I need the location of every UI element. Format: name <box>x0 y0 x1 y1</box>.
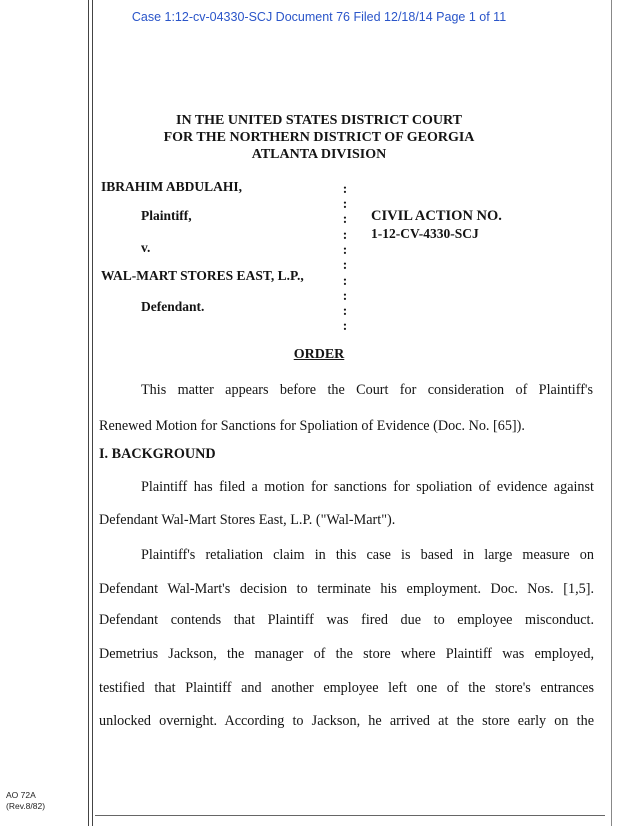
case-header-stamp: Case 1:12-cv-04330-SCJ Document 76 Filed 12/18/14 Page 1 of 11 <box>131 10 507 24</box>
body-line: Plaintiff has filed a motion for sanctions for spoliation of evidence against <box>141 479 594 495</box>
caption-colon: : <box>342 318 348 333</box>
body-line: Defendant Wal-Mart Stores East, L.P. ("Wal-Mart"). <box>99 512 396 528</box>
civil-action-label: CIVIL ACTION NO. <box>371 208 502 224</box>
caption-colon: : <box>342 181 348 196</box>
body-line: testified that Plaintiff and another employee left one of the store's entrances <box>99 680 594 696</box>
court-line-2: FOR THE NORTHERN DISTRICT OF GEORGIA <box>163 130 475 145</box>
section-heading: I. BACKGROUND <box>99 446 216 462</box>
form-identifier <box>6 790 45 812</box>
body-line: unlocked overnight. According to Jackson, he arrived at the store early on the <box>99 713 594 729</box>
body-line: Plaintiff's retaliation claim in this case is based in large measure on <box>141 547 594 563</box>
order-title: ORDER <box>293 347 345 362</box>
court-heading <box>0 112 638 163</box>
defendant-role: Defendant. <box>141 299 205 314</box>
form-id: AO 72A <box>6 790 36 800</box>
caption-colon: : <box>342 257 348 272</box>
caption-colon: : <box>342 242 348 257</box>
body-line: This matter appears before the Court for consideration of Plaintiff's <box>141 382 593 398</box>
body-line: Defendant contends that Plaintiff was fired due to employee misconduct. <box>99 612 594 628</box>
civil-action-number: 1-12-CV-4330-SCJ <box>371 226 479 241</box>
body-line: Defendant Wal-Mart's decision to terminate his employment. Doc. Nos. [1,5]. <box>99 581 594 597</box>
body-line: Renewed Motion for Sanctions for Spoliation of Evidence (Doc. No. [65]). <box>99 418 525 434</box>
form-revision: (Rev.8/82) <box>6 801 46 811</box>
defendant-name: WAL-MART STORES EAST, L.P., <box>101 268 304 283</box>
caption-colon: : <box>342 196 348 211</box>
body-line: Demetrius Jackson, the manager of the store where Plaintiff was employed, <box>99 646 594 662</box>
caption-colon: : <box>342 273 348 288</box>
caption-colon: : <box>342 288 348 303</box>
court-line-3: ATLANTA DIVISION <box>251 147 387 162</box>
court-line-1: IN THE UNITED STATES DISTRICT COURT <box>176 113 462 128</box>
plaintiff-name: IBRAHIM ABDULAHI, <box>101 179 243 194</box>
caption-colon: : <box>342 303 348 318</box>
footer-rule <box>95 815 605 816</box>
caption-colon: : <box>342 211 348 226</box>
plaintiff-role: Plaintiff, <box>141 208 192 223</box>
caption-colon: : <box>342 227 348 242</box>
versus: v. <box>141 240 151 255</box>
